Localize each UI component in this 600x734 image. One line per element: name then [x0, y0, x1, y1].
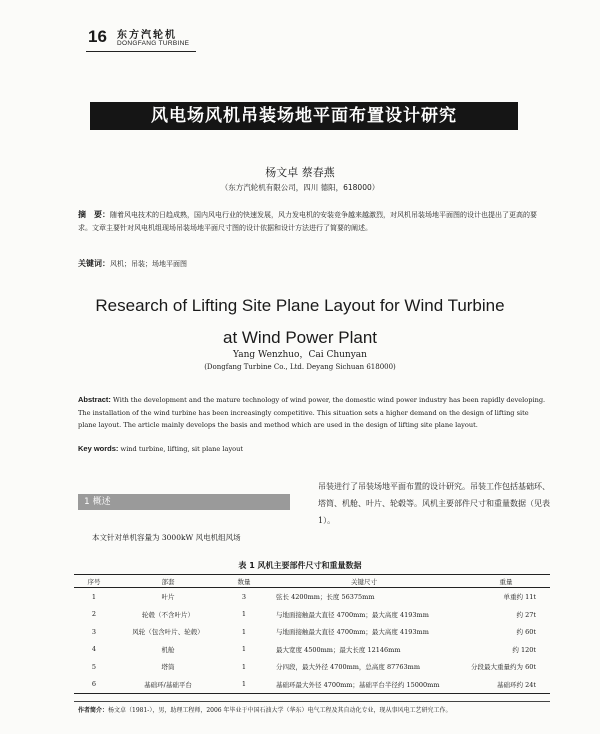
table-row — [74, 588, 550, 606]
abstract-en-label: Abstract: — [78, 395, 111, 404]
footnote-rule — [74, 701, 550, 702]
table-cell: 基础环约 24t — [462, 676, 550, 694]
section-heading: 1 概述 — [78, 494, 290, 510]
journal-brand-en: DONGFANG TURBINE — [117, 40, 190, 47]
table-row — [74, 623, 550, 641]
abstract-cn-label: 摘 要： — [78, 210, 110, 219]
table-cell: 约 120t — [512, 645, 536, 654]
title-cn: 风电场风机吊装场地平面布置设计研究 — [90, 102, 518, 130]
table-row — [74, 676, 550, 694]
affiliation-en: (Dongfang Turbine Co., Ltd. Deyang Sichuan 618000) — [204, 363, 396, 371]
author-footnote — [78, 705, 546, 716]
table-cell: 3 — [241, 592, 247, 601]
table-header: 数量 — [222, 575, 266, 588]
table-cell: 与地面接触最大直径 4700mm；最大高度 4193mm — [276, 610, 429, 619]
table-cell: 1 — [241, 645, 247, 654]
table-cell: 1 — [222, 676, 266, 694]
table-cell: 叶片 — [161, 593, 175, 602]
authors-cn: 杨文卓 蔡春燕 — [265, 166, 335, 179]
table-cell: 塔筒 — [161, 663, 175, 672]
table-header-row — [74, 575, 550, 588]
components-table — [74, 574, 550, 694]
table-cell: 最大宽度 4500mm；最大长度 12146mm — [276, 645, 401, 654]
keywords-en-label: Key words: — [78, 444, 119, 453]
table-cell: 轮毂（不含叶片） — [142, 610, 194, 619]
right-column-paragraph: 吊装进行了吊装场地平面布置的设计研究。吊装工作包括基础环、塔筒、机舱、叶片、轮毂等。风机主要部件尺寸和重量数据（见表 1）。 — [318, 482, 550, 525]
table-cell: 4 — [91, 645, 97, 654]
keywords-cn-label: 关键词： — [78, 259, 110, 268]
abstract-en — [78, 394, 548, 432]
table-cell: 分四段，最大外径 4700mm，总高度 87763mm — [276, 663, 421, 672]
title-en — [0, 290, 600, 354]
table-header: 重量 — [462, 575, 550, 588]
title-en-line2: at Wind Power Plant — [222, 328, 377, 347]
abstract-cn-text: 随着风电技术的日趋成熟，国内风电行业的快速发展，风力发电机的安装竞争越来越激烈，对风机吊装场地平面图的设计也提出了更高的要求。文章主要针对风电机组现场吊装场地平面尺寸图的设计依据和设计方法进行了简要的阐述。 — [78, 211, 537, 232]
table-cell: 与地面接触最大直径 4700mm；最大高度 4193mm — [276, 628, 429, 637]
footnote-label: 作者简介： — [78, 707, 109, 714]
page-number: 16 — [88, 27, 107, 46]
table-row — [74, 641, 550, 659]
keywords-cn-text: 风机；吊装；场地平面图 — [110, 260, 187, 268]
title-en-line1: Research of Lifting Site Plane Layout for Wind Turbine — [95, 296, 505, 315]
table-header: 序号 — [74, 575, 114, 588]
table-cell: 分段最大重量约为 60t — [471, 663, 536, 672]
header-rule — [86, 51, 196, 52]
abstract-cn — [78, 208, 548, 235]
table-cell: 1 — [241, 627, 247, 636]
section-paragraph: 本文针对单机容量为 3000kW 风电机组风场 — [92, 533, 241, 542]
table-cell: 约 27t — [516, 610, 536, 619]
table-cell: 1 — [241, 662, 247, 671]
affiliation-cn: （东方汽轮机有限公司，四川 德阳，618000） — [220, 183, 380, 192]
table-header: 关键尺寸 — [266, 575, 462, 588]
table-cell: 2 — [91, 610, 97, 619]
table-cell: 1 — [241, 610, 247, 619]
table-row — [74, 606, 550, 624]
table-cell: 1 — [91, 592, 97, 601]
table-cell: 5 — [91, 662, 97, 671]
keywords-cn — [78, 258, 187, 269]
footnote-text: 杨文卓（1981-），男，助理工程师，2006 年毕业于中国石油大学（华东）电气工程及其自动化专业，现从事风电工艺研究工作。 — [108, 707, 452, 714]
table-cell: 弦长 4200mm；长度 56375mm — [276, 593, 375, 602]
table-cell: 3 — [91, 627, 97, 636]
table-cell: 单重约 11t — [503, 593, 536, 602]
abstract-en-text: With the development and the mature technology of wind power, the domestic wind power industry has been rapidly developing. The installation of the wind turbine has been increasingly competitive. This situation sets a higher demand on the design of lifting site plane layout. The article mainly develops the basis and method which are used in the design of lifting site plane layout. — [78, 396, 546, 429]
table-cell: 机舱 — [161, 645, 175, 654]
keywords-en-text: wind turbine, lifting, sit plane layout — [120, 445, 244, 453]
table-cell: 基础环最大外径 4700mm；基础平台半径约 15000mm — [266, 676, 462, 694]
table-cell: 基础环/基础平台 — [114, 676, 222, 694]
table-cell: 6 — [74, 676, 114, 694]
authors-en: Yang Wenzhuo，Cai Chunyan — [233, 350, 367, 360]
table-cell: 约 60t — [516, 628, 536, 637]
keywords-en — [78, 444, 243, 453]
table-header: 部套 — [114, 575, 222, 588]
table-caption: 表 1 风机主要部件尺寸和重量数据 — [238, 561, 362, 570]
table-cell: 风轮（包含叶片、轮毂） — [132, 628, 204, 637]
journal-brand-cn: 东方汽轮机 — [117, 30, 177, 41]
table-row — [74, 658, 550, 676]
